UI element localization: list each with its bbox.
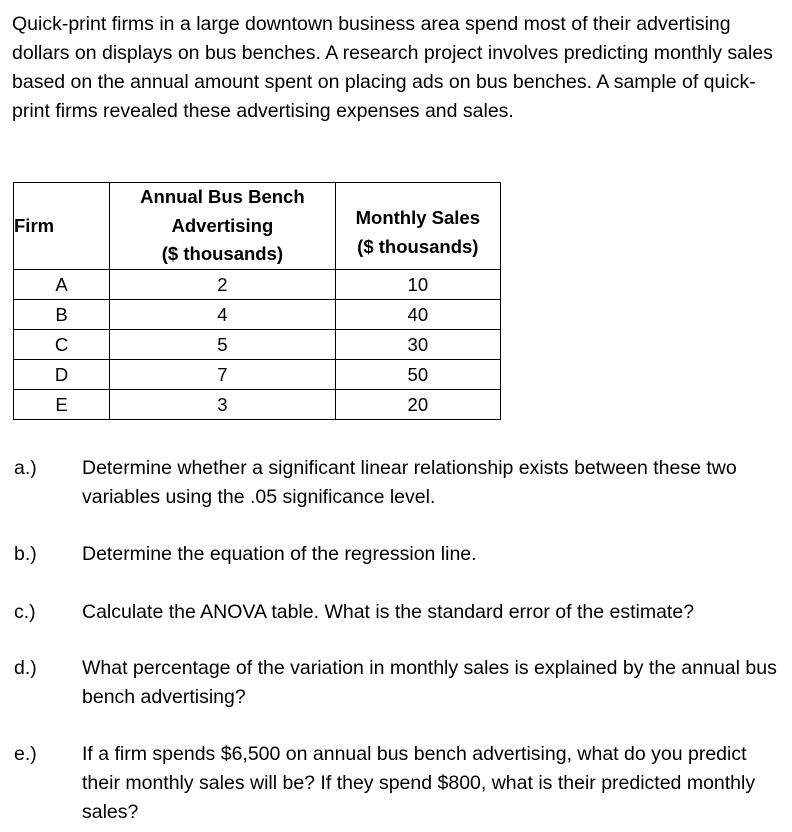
cell-firm: D (14, 359, 110, 389)
header-sales (335, 183, 500, 270)
cell-sales: 30 (335, 329, 500, 359)
header-advertising-line1: Annual Bus Bench (140, 186, 305, 207)
question-label: e.) (14, 743, 37, 765)
question-label: d.) (14, 657, 37, 679)
header-firm (14, 183, 110, 270)
question-c (14, 598, 784, 627)
table-row (14, 329, 501, 359)
table-row (14, 299, 501, 329)
cell-advertising: 4 (110, 299, 335, 329)
question-text: Determine the equation of the regression line. (82, 543, 477, 565)
header-advertising-line2: Advertising (171, 214, 274, 236)
header-advertising (110, 183, 335, 270)
question-label: b.) (14, 543, 37, 565)
table-row (14, 269, 501, 299)
header-sales-line2: ($ thousands) (357, 235, 479, 257)
question-text: If a firm spends $6,500 on annual bus bench advertising, what do you predict their monthly sales will be? If they spend $800, what is their predicted monthly sales? (82, 743, 756, 823)
cell-advertising: 3 (110, 389, 335, 419)
table-row (14, 359, 501, 389)
cell-firm: E (14, 389, 110, 419)
cell-sales: 20 (335, 389, 500, 419)
question-label: a.) (14, 457, 37, 479)
question-text: Calculate the ANOVA table. What is the standard error of the estimate? (82, 601, 695, 623)
cell-sales: 50 (335, 359, 500, 389)
data-table (13, 182, 501, 420)
table-row (14, 389, 501, 419)
cell-sales: 10 (335, 269, 500, 299)
question-text: Determine whether a significant linear relationship exists between these two variables using the .05 significance level. (82, 457, 737, 508)
question-d (14, 654, 784, 712)
cell-advertising: 7 (110, 359, 335, 389)
table-header-row (14, 183, 501, 270)
header-advertising-line3: ($ thousands) (161, 243, 284, 264)
question-b (14, 540, 784, 569)
question-label: c.) (14, 601, 36, 623)
cell-sales: 40 (335, 299, 500, 329)
question-a (14, 454, 784, 512)
cell-advertising: 5 (110, 329, 335, 359)
cell-firm: A (14, 269, 110, 299)
cell-firm: C (14, 329, 110, 359)
question-text: What percentage of the variation in monthly sales is explained by the annual bus bench advertising? (82, 657, 777, 708)
cell-firm: B (14, 299, 110, 329)
cell-advertising: 2 (110, 269, 335, 299)
problem-intro: Quick-print firms in a large downtown business area spend most of their advertising dollars on displays on bus benches. A research project involves predicting monthly sales based on the annual amount spent on placing ads on bus benches. A sample of quick-print firms revealed these advertising expenses and sales. (12, 13, 773, 122)
header-firm-label: Firm (14, 214, 55, 236)
header-sales-line1: Monthly Sales (355, 207, 481, 229)
question-e (14, 740, 784, 827)
